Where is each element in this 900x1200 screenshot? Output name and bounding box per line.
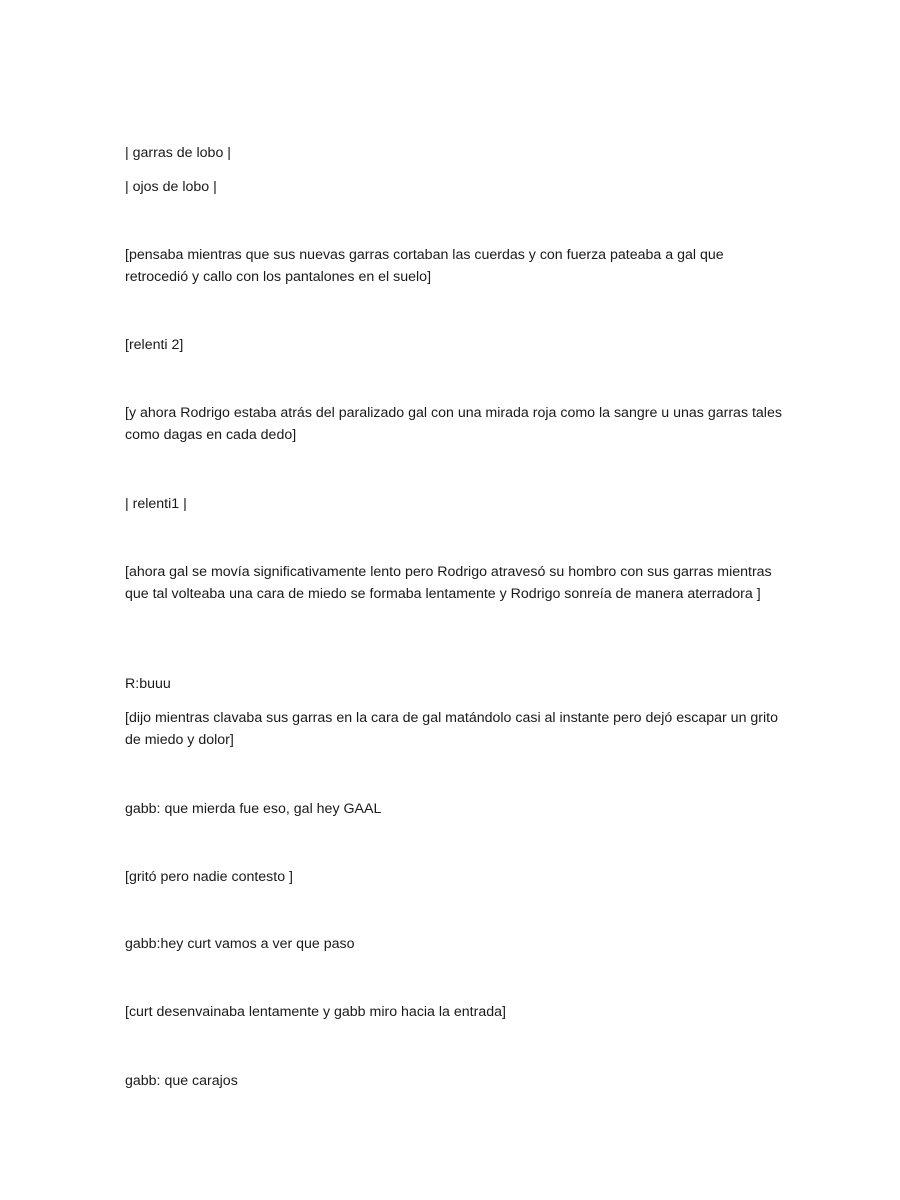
paragraph-gabb-curt: gabb:hey curt vamos a ver que paso [125,936,355,952]
paragraph-grito: [gritó pero nadie contesto ] [125,869,293,885]
paragraph-curt-desenvainaba: [curt desenvainaba lentamente y gabb miro hacia la entrada] [125,1004,506,1020]
paragraph-gabb-mierda: gabb: que mierda fue eso, gal hey GAAL [125,801,382,817]
paragraph-gal-lento: [ahora gal se movía significativamente lento pero Rodrigo atravesó su hombro con sus garras mientras que tal volteaba una cara de miedo se formaba lentamente y Rodrigo sonreía de manera aterradora ] [125,564,772,602]
paragraph-relenti-2: [relenti 2] [125,337,184,353]
paragraph-gabb-carajos: gabb: que carajos [125,1073,238,1089]
paragraph-r-buuu: R:buuu [125,676,171,692]
paragraph-dijo: [dijo mientras clavaba sus garras en la cara de gal matándolo casi al instante pero dejó escapar un grito de miedo y dolor] [125,710,778,748]
paragraph-ojos-de-lobo: | ojos de lobo | [125,179,217,195]
paragraph-pensaba: [pensaba mientras que sus nuevas garras cortaban las cuerdas y con fuerza pateaba a gal que retrocedió y callo con los pantalones en el suelo] [125,247,724,285]
paragraph-relenti1: | relenti1 | [125,496,187,512]
paragraph-garras-de-lobo: | garras de lobo | [125,145,231,161]
paragraph-rodrigo-atras: [y ahora Rodrigo estaba atrás del paralizado gal con una mirada roja como la sangre u unas garras tales como dagas en cada dedo] [125,405,782,443]
